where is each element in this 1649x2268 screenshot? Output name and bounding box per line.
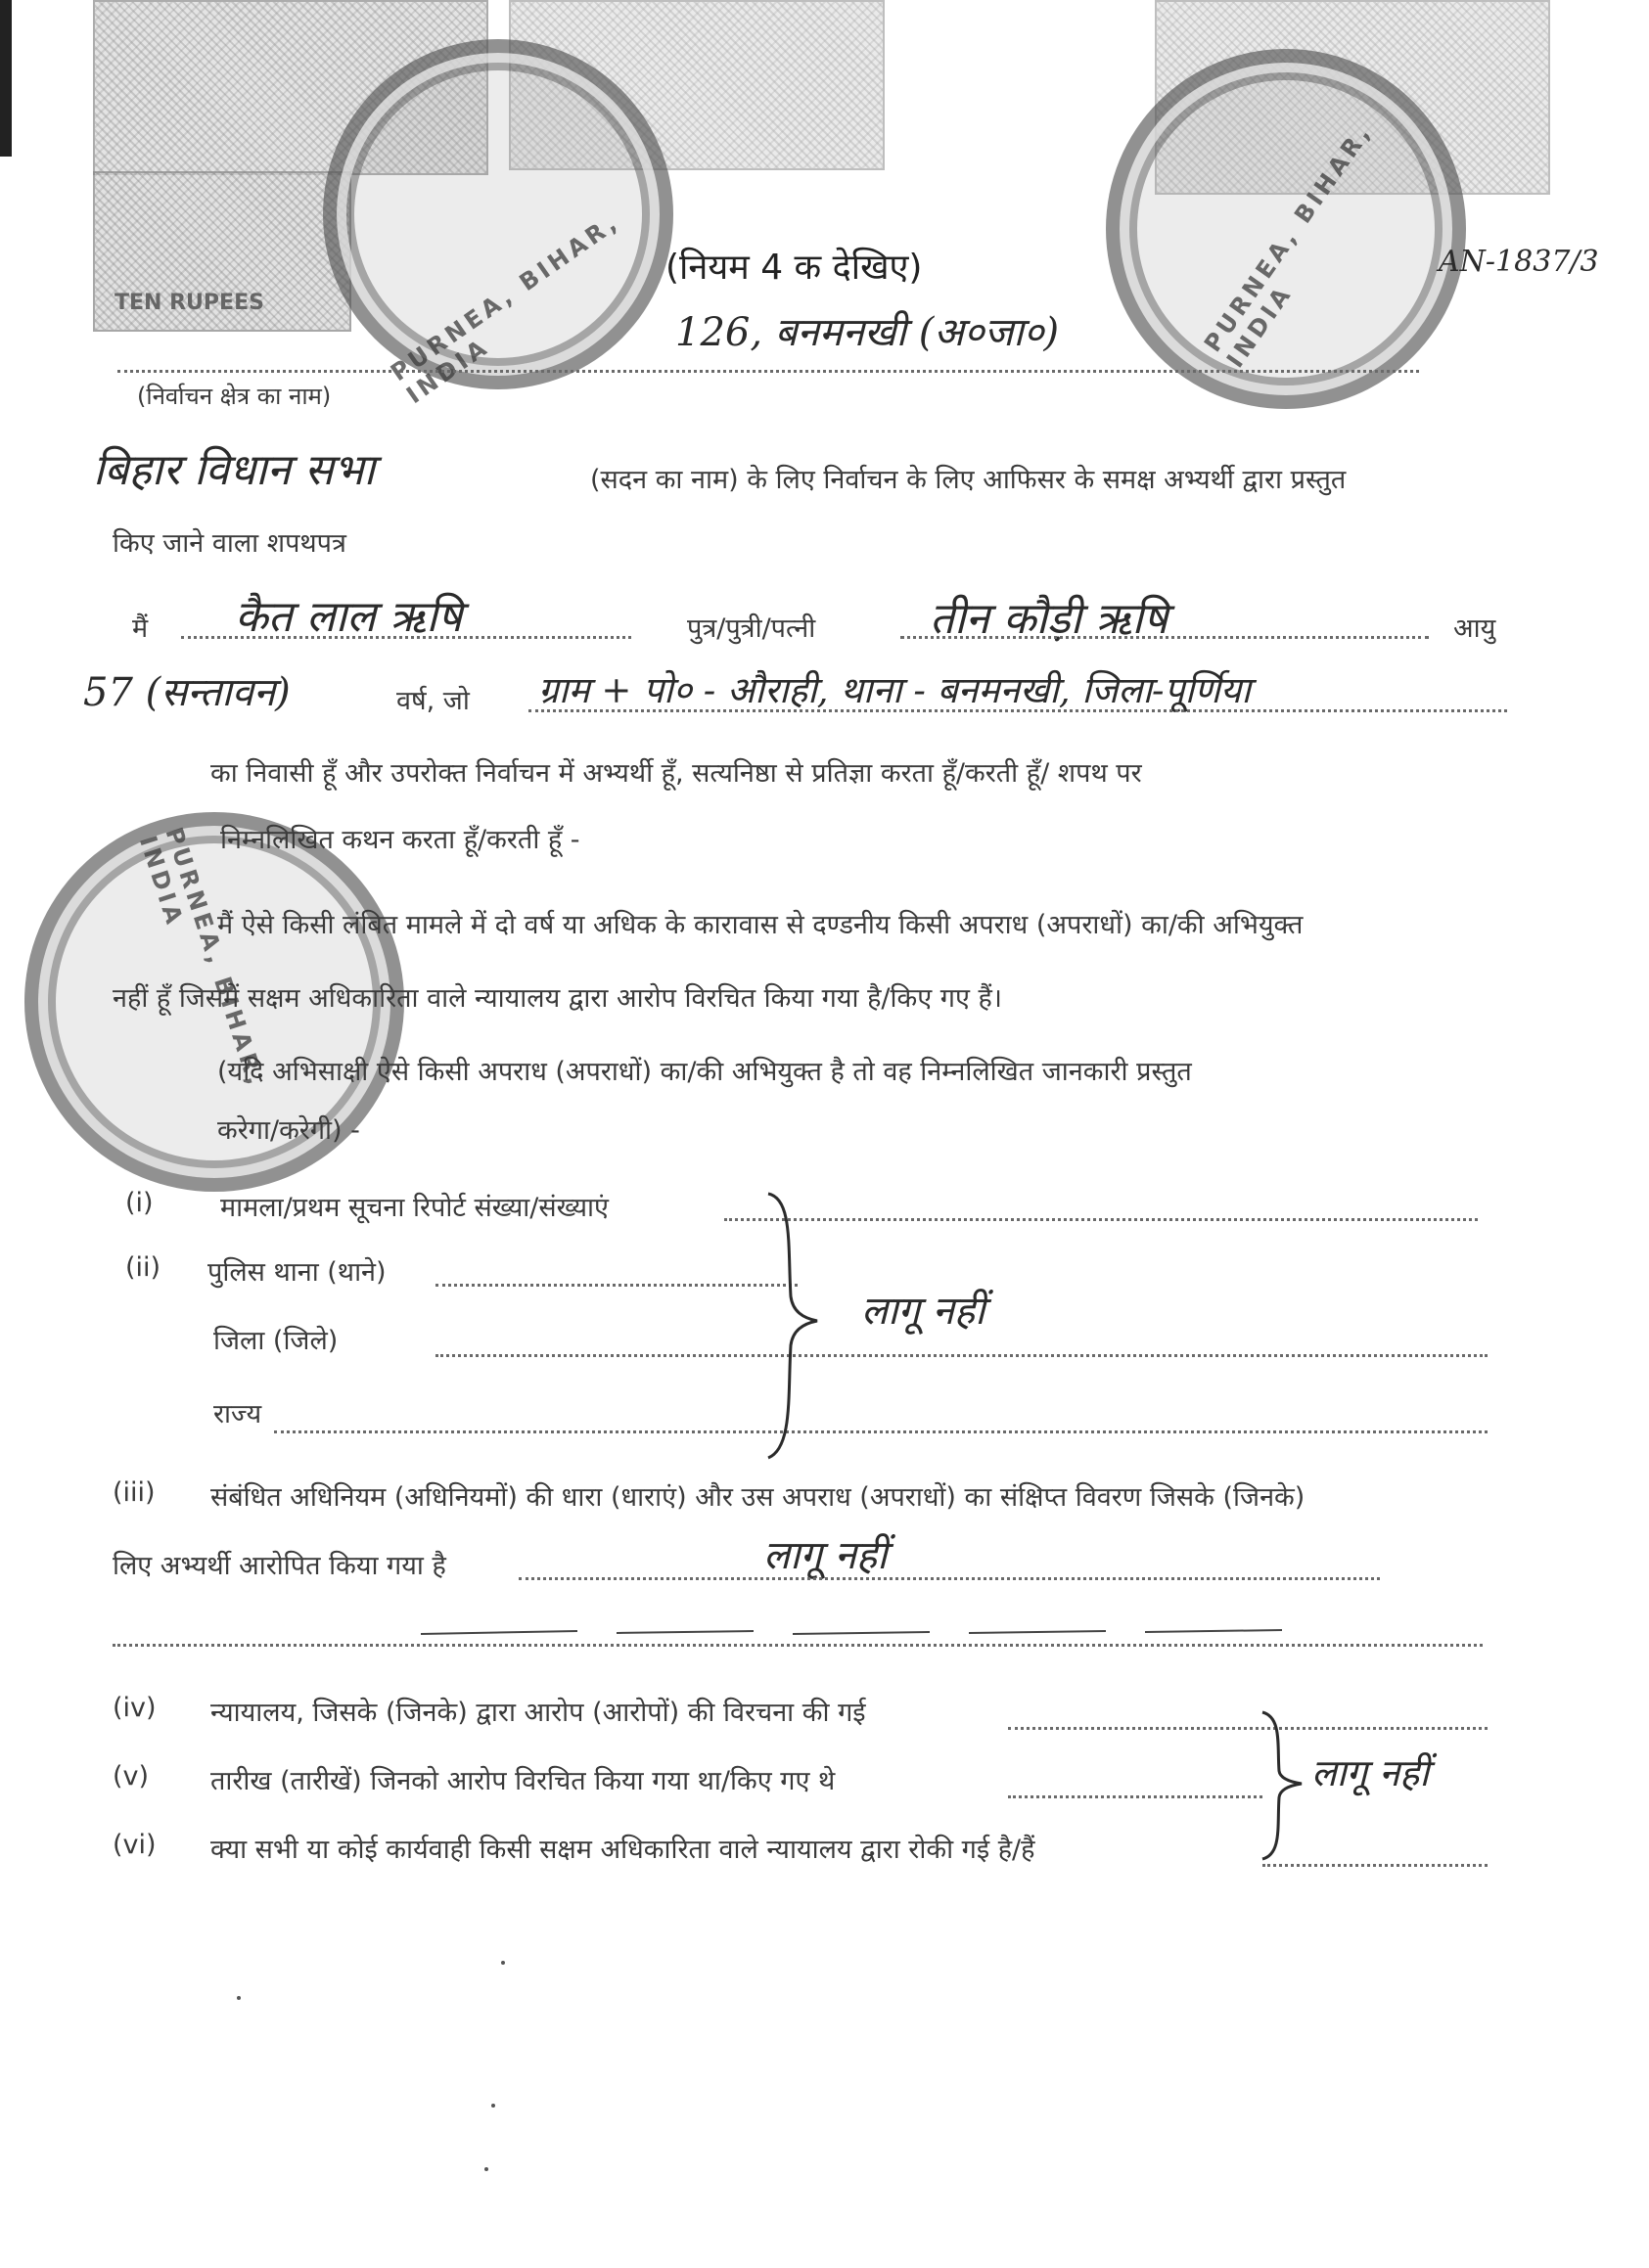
seal-top-center	[323, 39, 673, 410]
address-handwritten: ग्राम + पो० - औराही, थाना - बनमनखी, जिला-पूर्णिया	[538, 669, 1251, 711]
item-iv-label: न्यायालय, जिसके (जिनके) द्वारा आरोप (आरोपों) की विरचना की गई	[210, 1698, 866, 1728]
item-iv-number: (iv)	[113, 1693, 157, 1723]
not-applicable-handwritten-2: लागू नहीं	[763, 1533, 888, 1578]
clause-line-1: मैं ऐसे किसी लंबित मामले में दो वर्ष या अधिक के कारावास से दण्डनीय किसी अपराध (अपराधों) का/की अभियुक्त	[217, 910, 1304, 940]
item-ii-number: (ii)	[125, 1252, 161, 1283]
state-label: राज्य	[213, 1399, 262, 1429]
item-vi-number: (vi)	[113, 1830, 157, 1860]
not-applicable-handwritten-1: लागू नहीं	[861, 1289, 985, 1334]
item-v-number: (v)	[113, 1761, 150, 1792]
item-vi-label: क्या सभी या कोई कार्यवाही किसी सक्षम अधिकारिता वाले न्यायालय द्वारा रोकी गई है/हैं	[210, 1835, 1035, 1865]
resident-line: का निवासी हूँ और उपरोक्त निर्वाचन में अभ्यर्थी हूँ, सत्यनिष्ठा से प्रतिज्ञा करता हूँ/करती हूँ/ शपथ पर	[210, 758, 1142, 789]
brace-items-iv-vi	[1258, 1707, 1306, 1864]
seal-top-center-text: PURNEA, BIHAR, INDIA	[386, 207, 625, 410]
clause-line-2: नहीं हूँ जिसमें सक्षम अधिकारिता वाले न्यायालय द्वारा आरोप विरचित किया गया है/किए गए हैं।	[113, 983, 1003, 1014]
if-accused-line-1: (यदि अभिसाक्षी ऐसे किसी अपराध (अपराधों) का/की अभियुक्त है तो वह निम्नलिखित जानकारी प्रस्तुत	[217, 1057, 1192, 1087]
item-v-label: तारीख (तारीखें) जिनको आरोप विरचित किया गया था/किए गए थे	[210, 1766, 836, 1796]
statement-line: निम्नलिखित कथन करता हूँ/करती हूँ -	[220, 825, 580, 855]
seal-left-mid-text: PURNEA, BIHAR, INDIA	[133, 824, 271, 1092]
item-iii-label: संबंधित अधिनियम (अधिनियमों) की धारा (धाराएं) और उस अपराध (अपराधों) का संक्षिप्त विवरण जिसके (जिनके)	[210, 1482, 1305, 1513]
if-accused-line-2: करेगा/करेगी) -	[217, 1115, 360, 1146]
item-vi-dotted-line	[1262, 1864, 1488, 1867]
seal-top-right-text: PURNEA, BIHAR, INDIA	[1199, 117, 1378, 373]
scan-speck-4	[484, 2167, 488, 2171]
item-iii-underlines	[421, 1619, 1302, 1649]
district-dotted-line	[435, 1354, 1488, 1357]
address-dotted-line	[528, 709, 1507, 712]
age-handwritten: 57 (सन्तावन)	[83, 670, 291, 715]
house-label: (सदन का नाम) के लिए निर्वाचन के लिए आफिसर के समक्ष अभ्यर्थी द्वारा प्रस्तुत	[590, 465, 1347, 495]
constituency-handwritten: 126, बनमनखी (अ०जा०)	[675, 310, 1060, 355]
constituency-label: (निर्वाचन क्षेत्र का नाम)	[137, 383, 332, 410]
item-iv-dotted-line	[1008, 1727, 1488, 1730]
scan-speck-1	[501, 1961, 505, 1965]
deponent-name-handwritten: कैत लाल ऋषि	[235, 592, 463, 642]
stamp-paper-denomination: TEN RUPEES	[115, 291, 264, 315]
document-number: AN-1837/3	[1439, 245, 1599, 279]
item-ii-label: पुलिस थाना (थाने)	[207, 1257, 387, 1288]
affidavit-line: किए जाने वाला शपथपत्र	[113, 528, 346, 559]
item-ii-dotted-line	[435, 1284, 798, 1287]
item-i-number: (i)	[125, 1188, 154, 1218]
district-label: जिला (जिले)	[213, 1326, 339, 1356]
years-label: वर्ष, जो	[396, 686, 470, 716]
scan-speck-2	[237, 1996, 241, 2000]
scan-edge-mark	[0, 0, 12, 157]
house-name-handwritten: बिहार विधान सभा	[93, 445, 376, 495]
item-v-dotted-line	[1008, 1795, 1262, 1798]
item-i-dotted-line	[724, 1218, 1478, 1221]
relation-label: पुत्र/पुत्री/पत्नी	[687, 613, 816, 644]
age-label: आयु	[1453, 613, 1496, 644]
father-dotted-line	[900, 636, 1429, 639]
item-iii-number: (iii)	[113, 1477, 156, 1508]
brace-items-i-ii	[763, 1189, 822, 1463]
constituency-dotted-line	[117, 370, 1419, 373]
scan-speck-3	[491, 2104, 495, 2108]
father-name-handwritten: तीन कौड़ी ऋषि	[930, 594, 1168, 644]
item-iii-label-2: लिए अभ्यर्थी आरोपित किया गया है	[113, 1551, 446, 1581]
name-dotted-line	[181, 636, 631, 639]
state-dotted-line	[274, 1430, 1488, 1433]
not-applicable-handwritten-3: लागू नहीं	[1311, 1751, 1430, 1794]
main-prefix: मैं	[132, 613, 149, 644]
item-iii-dotted-line	[519, 1577, 1380, 1580]
stamp-paper-left-lower	[93, 171, 351, 332]
item-i-label: मामला/प्रथम सूचना रिपोर्ट संख्या/संख्याएं	[220, 1193, 609, 1223]
rule-reference: (नियम 4 क देखिए)	[665, 248, 923, 288]
seal-top-right	[1106, 49, 1466, 409]
